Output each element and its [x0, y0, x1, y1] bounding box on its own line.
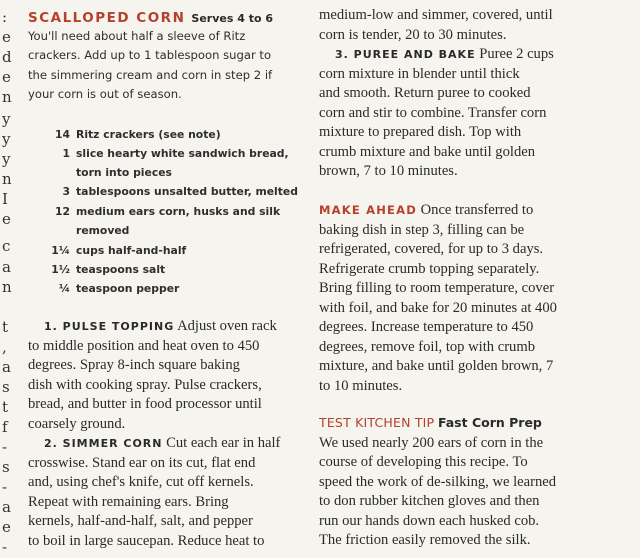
step-3-line: and smooth. Return puree to cooked: [319, 85, 531, 101]
make-ahead-label: MAKE AHEAD: [319, 203, 417, 217]
ingredient-text: teaspoon pepper: [76, 282, 180, 295]
gutter-char: -: [2, 438, 8, 456]
step-2-line: Cut each ear in half: [162, 435, 281, 451]
gutter-char: -: [2, 478, 8, 496]
gutter-char: y: [2, 150, 11, 168]
gutter-char: d: [2, 48, 12, 66]
make-ahead-line: refrigerated, covered, for up to 3 days.: [319, 241, 544, 257]
make-ahead-line: with foil, and bake for 20 minutes at 400: [319, 299, 557, 316]
make-ahead-line: baking dish in step 3, filling can be: [319, 221, 525, 238]
step-1-line: coarsely ground.: [28, 415, 126, 432]
gutter-char: a: [2, 258, 11, 276]
step-2-cont-line: medium-low and simmer, covered, until: [319, 7, 553, 23]
make-ahead-line: Refrigerate crumb topping separately.: [319, 260, 540, 277]
make-ahead-line: Bring filling to room temperature, cover: [319, 280, 555, 296]
step-2-line: Repeat with remaining ears. Bring: [28, 493, 229, 510]
ingredient-text: cups half-and-half: [76, 244, 187, 257]
gutter-char: :: [2, 8, 8, 26]
ingredient-text: removed: [76, 224, 130, 237]
gutter-previous-page: [0, 0, 14, 558]
make-ahead: [319, 201, 589, 396]
step-3-label: 3. PUREE AND BAKE: [335, 48, 476, 61]
ingredient-text: tablespoons unsalted butter, melted: [76, 185, 298, 198]
gutter-char: -: [2, 538, 8, 556]
gutter-char: a: [2, 498, 11, 516]
ingredient-text: torn into pieces: [76, 166, 172, 179]
gutter-char: n: [2, 88, 12, 106]
make-ahead-line: degrees, remove foil, top with crumb: [319, 338, 536, 355]
gutter-char: s: [2, 378, 10, 396]
gutter-char: s: [2, 458, 10, 476]
gutter-char: ,: [2, 338, 7, 356]
step-2-cont-line: corn is tender, 20 to 30 minutes.: [319, 26, 507, 43]
tip-line: The friction easily removed the silk.: [319, 532, 531, 548]
tip-label: TEST KITCHEN TIP: [319, 415, 435, 430]
make-ahead-line: Once transferred to: [416, 202, 534, 218]
tip-line: course of developing this recipe. To: [319, 454, 528, 470]
recipe-serves: Serves 4 to 6: [191, 12, 273, 25]
ingredient-qty: 1½: [51, 263, 70, 276]
step-2-label: 2. SIMMER CORN: [44, 437, 163, 450]
step-2-line: crosswise. Stand ear on its cut, flat end: [28, 454, 256, 471]
gutter-char: y: [2, 110, 11, 128]
make-ahead-line: to 10 minutes.: [319, 377, 403, 394]
make-ahead-line: degrees. Increase temperature to 450: [319, 319, 534, 335]
step-3-line: mixture to prepared dish. Top with: [319, 124, 522, 140]
tip-line: to don rubber kitchen gloves and then: [319, 493, 540, 509]
ingredient-qty: 14: [54, 128, 70, 141]
ingredient-qty: 1: [62, 147, 70, 160]
step-1-line: degrees. Spray 8-inch square baking: [28, 357, 240, 373]
step-1-line: Adjust oven rack: [174, 318, 277, 334]
ingredient-text: teaspoons salt: [76, 263, 166, 276]
step-3: [319, 45, 589, 182]
gutter-char: e: [2, 518, 11, 536]
gutter-char: y: [2, 130, 11, 148]
intro-line: crackers. Add up to 1 tablespoon sugar to: [28, 48, 272, 63]
ingredient-qty: 12: [54, 205, 70, 218]
step-1: [28, 317, 300, 434]
tip-subtitle: Fast Corn Prep: [437, 415, 542, 430]
make-ahead-line: mixture, and bake until golden brown, 7: [319, 358, 554, 374]
step-1-line: dish with cooking spray. Pulse crackers,: [28, 376, 262, 393]
gutter-char: e: [2, 28, 11, 46]
gutter-char: t: [2, 318, 9, 336]
tip-line: We used nearly 200 ears of corn in the: [319, 434, 544, 451]
step-3-line: brown, 7 to 10 minutes.: [319, 163, 458, 179]
ingredient-qty: ¼: [58, 282, 70, 295]
step-2-continued: [319, 6, 589, 45]
step-3-line: crumb mixture and bake until golden: [319, 143, 536, 160]
tip-line: run our hands down each husked cob.: [319, 512, 540, 529]
step-2: [28, 434, 300, 551]
tip-line: speed the work of de-silking, we learned: [319, 473, 557, 490]
recipe-title-line: [28, 9, 273, 27]
recipe-title: SCALLOPED CORN: [28, 10, 186, 26]
step-3-line: corn mixture in blender until thick: [319, 65, 520, 82]
step-3-line: Puree 2 cups: [475, 46, 554, 62]
gutter-char: n: [2, 278, 12, 296]
gutter-char: e: [2, 68, 11, 86]
recipe-intro: [28, 27, 300, 104]
test-kitchen-tip: [319, 413, 589, 551]
ingredient-text: medium ears corn, husks and silk: [76, 205, 281, 218]
step-1-line: bread, and butter in food processor until: [28, 396, 262, 412]
gutter-char: n: [2, 170, 12, 188]
gutter-char: I: [2, 190, 8, 208]
gutter-char: c: [2, 237, 11, 255]
intro-line: the simmering cream and corn in step 2 if: [28, 67, 273, 82]
gutter-char: f: [2, 418, 8, 436]
ingredient-qty: 1¼: [51, 244, 70, 257]
step-1-label: 1. PULSE TOPPING: [44, 320, 175, 333]
step-2-line: to boil in large saucepan. Reduce heat to: [28, 532, 265, 549]
gutter-char: t: [2, 398, 9, 416]
ingredient-text: slice hearty white sandwich bread,: [76, 147, 289, 160]
step-2-line: and, using chef's knife, cut off kernels.: [28, 474, 254, 490]
intro-line: your corn is out of season.: [28, 86, 182, 101]
step-3-line: corn and stir to combine. Transfer corn: [319, 104, 547, 121]
step-1-line: to middle position and heat oven to 450: [28, 337, 260, 354]
ingredient-qty: 3: [62, 185, 70, 198]
intro-line: You'll need about half a sleeve of Ritz: [28, 29, 246, 43]
gutter-char: a: [2, 358, 11, 376]
step-2-line: kernels, half-and-half, salt, and pepper: [28, 513, 253, 529]
gutter-char: e: [2, 210, 11, 228]
ingredient-text: Ritz crackers (see note): [76, 128, 221, 141]
